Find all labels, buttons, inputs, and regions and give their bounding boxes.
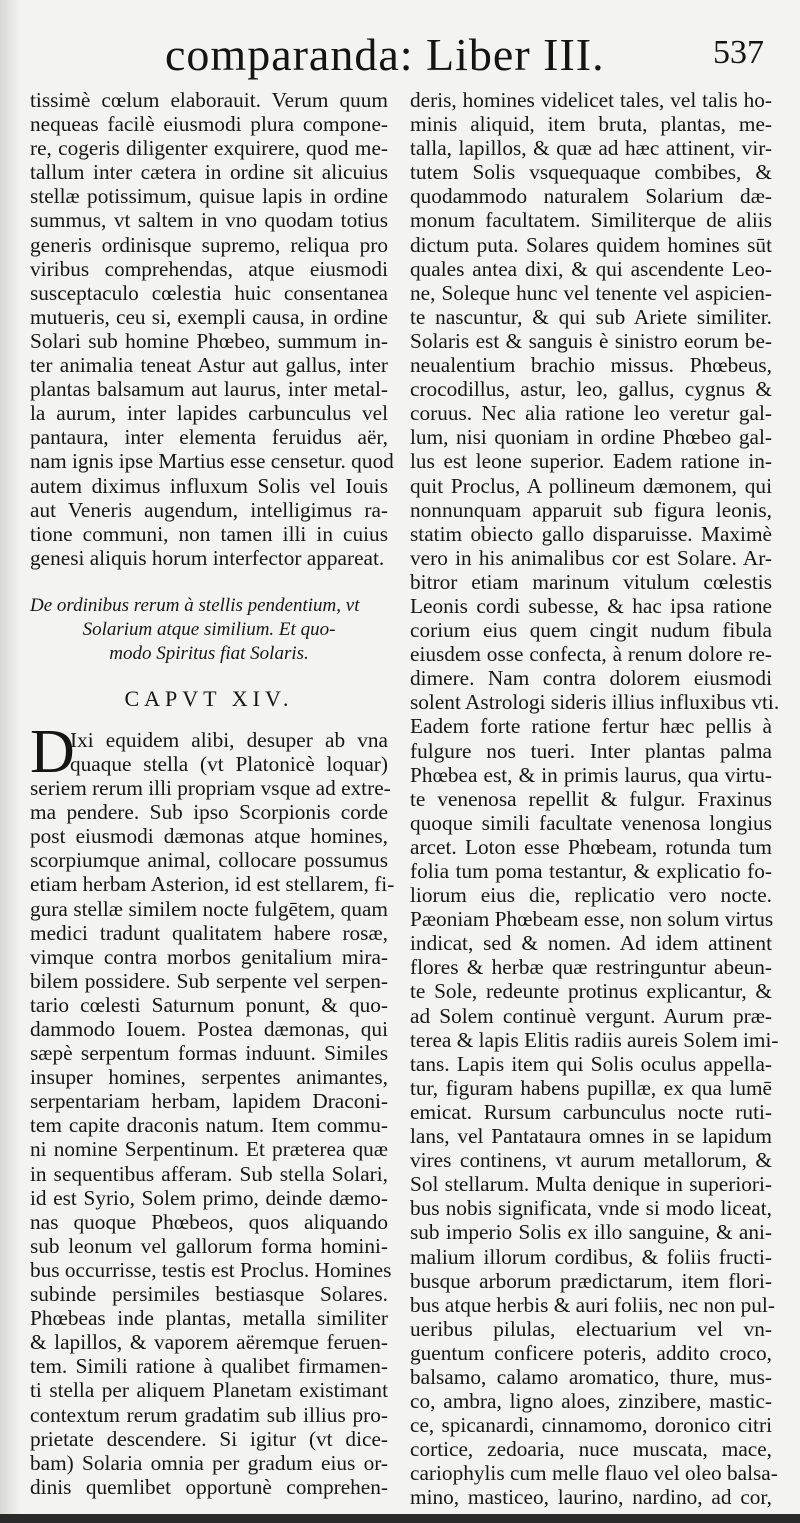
text-line: Phœbea est, & in primis laurus, qua virtu- [410, 762, 772, 787]
left-text-block [30, 88, 394, 570]
text-line: subinde persimiles bestiasque Solares. [30, 1282, 388, 1307]
text-line: la aurum, inter lapides carbunculus vel [30, 401, 388, 426]
text-line: corium eius quem cingit nudum fibula [410, 618, 772, 643]
text-line: lans, vel Pantataura omnes in se lapidum [410, 1124, 772, 1149]
text-line: vimque contra morbos genitalium mira- [30, 944, 388, 969]
text-line: coruus. Nec alia ratione leo veretur gal- [410, 401, 772, 426]
text-line: tario cœlesti Saturnum ponunt, & quo- [30, 992, 388, 1017]
text-line: stellæ potissimum, quisue lapis in ordine [30, 184, 388, 209]
text-line: minis aliquid, item bruta, plantas, me- [410, 112, 772, 137]
text-line: etiam herbam Asterion, id est stellarem, fi- [30, 872, 395, 897]
text-line: autem diximus influxum Solis vel Iouis [30, 473, 388, 498]
text-line: ad Solem continuè vergunt. Aurum præ- [410, 1003, 772, 1028]
text-line: Solari sub homine Phœbeo, summum in- [30, 328, 388, 353]
text-line: eiusdem osse confecta, à renum dolore re- [410, 642, 772, 667]
chapter-heading: CAPVT XIV. [124, 685, 294, 711]
text-line: tallum inter cætera in ordine sit alicuius [30, 160, 388, 185]
text-line: bam) Solaria omnia per gradum eius or- [30, 1450, 388, 1475]
left-column [30, 88, 395, 1499]
text-line: te Sole, redeunte protinus explicantur, & [410, 979, 772, 1004]
text-line: tissimè cœlum elaborauit. Verum quum [30, 88, 388, 112]
text-line: te venenosa repellit & fulgur. Fraxinus [410, 786, 772, 811]
text-line: nonnunquam apparuit sub figura leonis, [410, 497, 772, 522]
text-line: Phœbeas inde plantas, metalla similiter [30, 1306, 388, 1331]
text-line: ne, Soleque hunc vel tenente vel aspicien- [410, 280, 772, 305]
text-line: tur, figuram habens pupillæ, ex qua lumē [410, 1075, 772, 1100]
text-line: vires continens, vt aurum metallorum, & [410, 1148, 772, 1173]
text-line: ni nomine Serpentinum. Et præterea quæ [30, 1137, 388, 1162]
text-line: cortice, zedoaria, nuce muscata, mace, [410, 1437, 772, 1462]
text-line: tione communi, non tamen illi in cuius [30, 521, 388, 546]
text-line: bus nobis significata, vnde si modo liceat, [410, 1196, 772, 1221]
text-line: tutem Solis vsquequaque combibes, & [410, 160, 772, 185]
text-line: crocodillus, astur, leo, gallus, cygnus & [410, 377, 772, 402]
text-line: ma pendere. Sub ipso Scorpionis corde [30, 800, 388, 825]
text-line: ueribus pilulas, electuarium vel vn- [410, 1316, 772, 1341]
text-line: Eadem forte ratione fertur hæc pellis à [410, 714, 772, 739]
text-line: id est Syrio, Solem primo, deinde dæmo- [30, 1185, 388, 1210]
text-line: ce, spicanardi, cinnamomo, doronico citri [410, 1413, 772, 1438]
text-line: quales antea dixi, & qui ascendente Leo- [410, 256, 772, 281]
text-line: Solaris est & sanguis è sinistro eorum be- [410, 328, 772, 353]
text-line: mino, masticeo, laurino, nardino, ad cor, [410, 1485, 772, 1510]
text-line: dictum puta. Solares quidem homines sūt [410, 232, 772, 257]
bottom-edge [0, 1514, 800, 1523]
text-line: dimere. Nam contra dolorem eiusmodi [410, 666, 772, 691]
text-line: monum facultatem. Similiterque de aliis [410, 208, 772, 233]
text-line: neualentium brachio missus. Phœbeus, [410, 353, 772, 378]
text-line: ter animalia teneat Astur aut gallus, inter [30, 353, 388, 378]
text-line: malium illorum cordibus, & foliis fructi- [410, 1244, 772, 1269]
text-line: co, ambra, ligno aloes, zinzibere, mastic- [410, 1389, 772, 1414]
text-line: flores & herbæ quæ restringuntur abeun- [410, 955, 772, 980]
text-line: scorpiumque animal, collocare possumus [30, 848, 388, 873]
text-line: te nascuntur, & qui sub Ariete similiter. [410, 304, 772, 329]
text-line: sæpè serpentum formas induunt. Similes [30, 1041, 388, 1066]
text-line: contextum rerum gradatim sub illius pro- [30, 1402, 388, 1427]
drop-cap: D [30, 717, 75, 786]
text-line: Sol stellarum. Multa denique in superiori- [410, 1172, 772, 1197]
text-line: serpentariam herbam, lapidem Draconi- [30, 1089, 388, 1114]
right-column [410, 88, 780, 1510]
text-line: medici tradunt qualitatem habere rosæ, [30, 920, 388, 945]
text-line: plantas balsamum aut laurus, inter metal- [30, 377, 388, 402]
summary-line: Solarium atque similium. Et quo- [82, 618, 336, 640]
text-line: in sequentibus afferam. Sub stella Solari, [30, 1161, 388, 1186]
text-line: aut Veneris augendum, intelligimus ra- [30, 497, 388, 522]
text-line: ti stella per aliquem Planetam existimant [30, 1378, 388, 1403]
text-line: Ixi equidem alibi, desuper ab vna [70, 727, 388, 752]
text-line: terea & lapis Elitis radiis aureis Solem imi- [410, 1027, 779, 1052]
text-line: susceptaculo cœlestia huic consentanea [30, 280, 388, 305]
text-line: quodammodo naturalem Solarium dæ- [410, 184, 772, 209]
text-line: nam ignis ipse Martius esse censetur. quod [30, 449, 394, 474]
text-line: summus, vt saltem in vno quodam totius [30, 208, 388, 233]
text-line: deris, homines videlicet tales, vel talis ho- [410, 88, 772, 112]
text-line: post eiusmodi dæmonas atque homines, [30, 824, 388, 849]
page-number: 537 [713, 34, 764, 71]
text-line: nequeas facilè eiusmodi plura compone- [30, 112, 388, 137]
running-title: comparanda: Liber III. [165, 29, 605, 80]
left-text-block-after [30, 727, 395, 1499]
text-line: tem. Simili ratione à qualibet firmamen- [30, 1354, 388, 1379]
text-line: quoque simili facultate venenosa longius [410, 810, 772, 835]
text-line: balsamo, calamo aromatico, thure, mus- [410, 1364, 772, 1389]
text-line: nas quoque Phœbeos, quos aliquando [30, 1209, 388, 1234]
text-line: lum, nisi quoniam in ordine Phœbeo gal- [410, 425, 772, 450]
text-line: busque arborum prædictarum, item flori- [410, 1268, 772, 1293]
summary-line: De ordinibus rerum à stellis pendentium, vt [30, 594, 360, 616]
right-text-block [410, 88, 780, 1510]
text-line: indicat, sed & nomen. Ad idem attinent [410, 931, 772, 956]
text-line: folia tum poma testantur, & explicatio fo- [410, 859, 772, 883]
text-line: seriem rerum illi propriam vsque ad extre- [30, 776, 391, 801]
text-line: Leonis cordi subesse, & hac ipsa ratione [410, 593, 772, 618]
text-line: guentum conficere poteris, addito croco, [410, 1340, 772, 1365]
text-line: & lapillos, & vaporem aëremque feruen- [30, 1330, 388, 1355]
gutter-shadow [0, 0, 20, 1523]
text-line: sub leonum vel gallorum forma homini- [30, 1233, 388, 1258]
text-line: cariophylis cum melle flauo vel oleo balsa- [410, 1461, 778, 1486]
text-line: pantaura, inter elementa feruidus aër, [30, 425, 388, 450]
summary-line: modo Spiritus fiat Solaris. [109, 642, 309, 664]
text-line: liorum eius die, replicatio vero nocte. [410, 883, 772, 908]
text-line: dammodo Iouem. Postea dæmonas, qui [30, 1017, 388, 1041]
text-line: prietate descendere. Si igitur (vt dice- [30, 1426, 388, 1451]
text-line: arcet. Loton esse Phœbeam, rotunda tum [410, 834, 772, 859]
text-line: re, cogeris diligenter exquirere, quod me- [30, 136, 388, 161]
chapter-body [30, 717, 395, 1499]
text-line: statim obiecto gallo disparuisse. Maximè [410, 521, 772, 546]
text-line: generis ordinisque supremo, reliqua pro [30, 232, 388, 257]
text-line: solent Astrologi sideris illius influxibus vti. [410, 690, 780, 715]
text-line: Pæoniam Phœbeam esse, non solum virtus [410, 907, 774, 932]
text-line: quaque stella (vt Platonicè loquar) [70, 751, 388, 776]
text-line: vero in his animalibus cor est Solare. Ar- [410, 545, 772, 570]
text-line: emicat. Rursum carbunculus nocte ruti- [410, 1099, 772, 1124]
text-line: viribus comprehendas, atque eiusmodi [30, 256, 388, 281]
text-line: bus occurrisse, testis est Proclus. Homines [30, 1257, 392, 1282]
text-line: bus atque herbis & auri foliis, nec non pul- [410, 1292, 775, 1317]
section-summary [30, 594, 388, 666]
text-line: bitror etiam marinum vitulum cœlestis [410, 569, 772, 594]
text-line: tans. Lapis item qui Solis oculus appella- [410, 1051, 772, 1076]
text-line: gura stellæ similem nocte fulgētem, quam [30, 896, 388, 921]
text-line: tem capite draconis natum. Item commu- [30, 1113, 388, 1138]
text-line: genesi aliquis horum interfector appareat. [30, 545, 385, 570]
text-line: talla, lapillos, & quæ ad hæc attinent, vir- [410, 136, 772, 161]
page-header [0, 28, 800, 88]
text-line: fulgure nos tueri. Inter plantas palma [410, 738, 772, 763]
text-line: quit Proclus, A pollineum dæmonem, qui [410, 473, 772, 498]
text-line: insuper homines, serpentes animantes, [30, 1065, 388, 1090]
text-line: bilem possidere. Sub serpente vel serpen- [30, 968, 388, 993]
text-line: mutueris, ceu si, exempli causa, in ordine [30, 304, 388, 329]
text-line: lus est leone superior. Eadem ratione in- [410, 449, 772, 474]
text-line: sub imperio Solis ex illo sanguine, & ani- [410, 1220, 772, 1245]
text-line: dinis quemlibet opportunè comprehen- [30, 1474, 388, 1499]
